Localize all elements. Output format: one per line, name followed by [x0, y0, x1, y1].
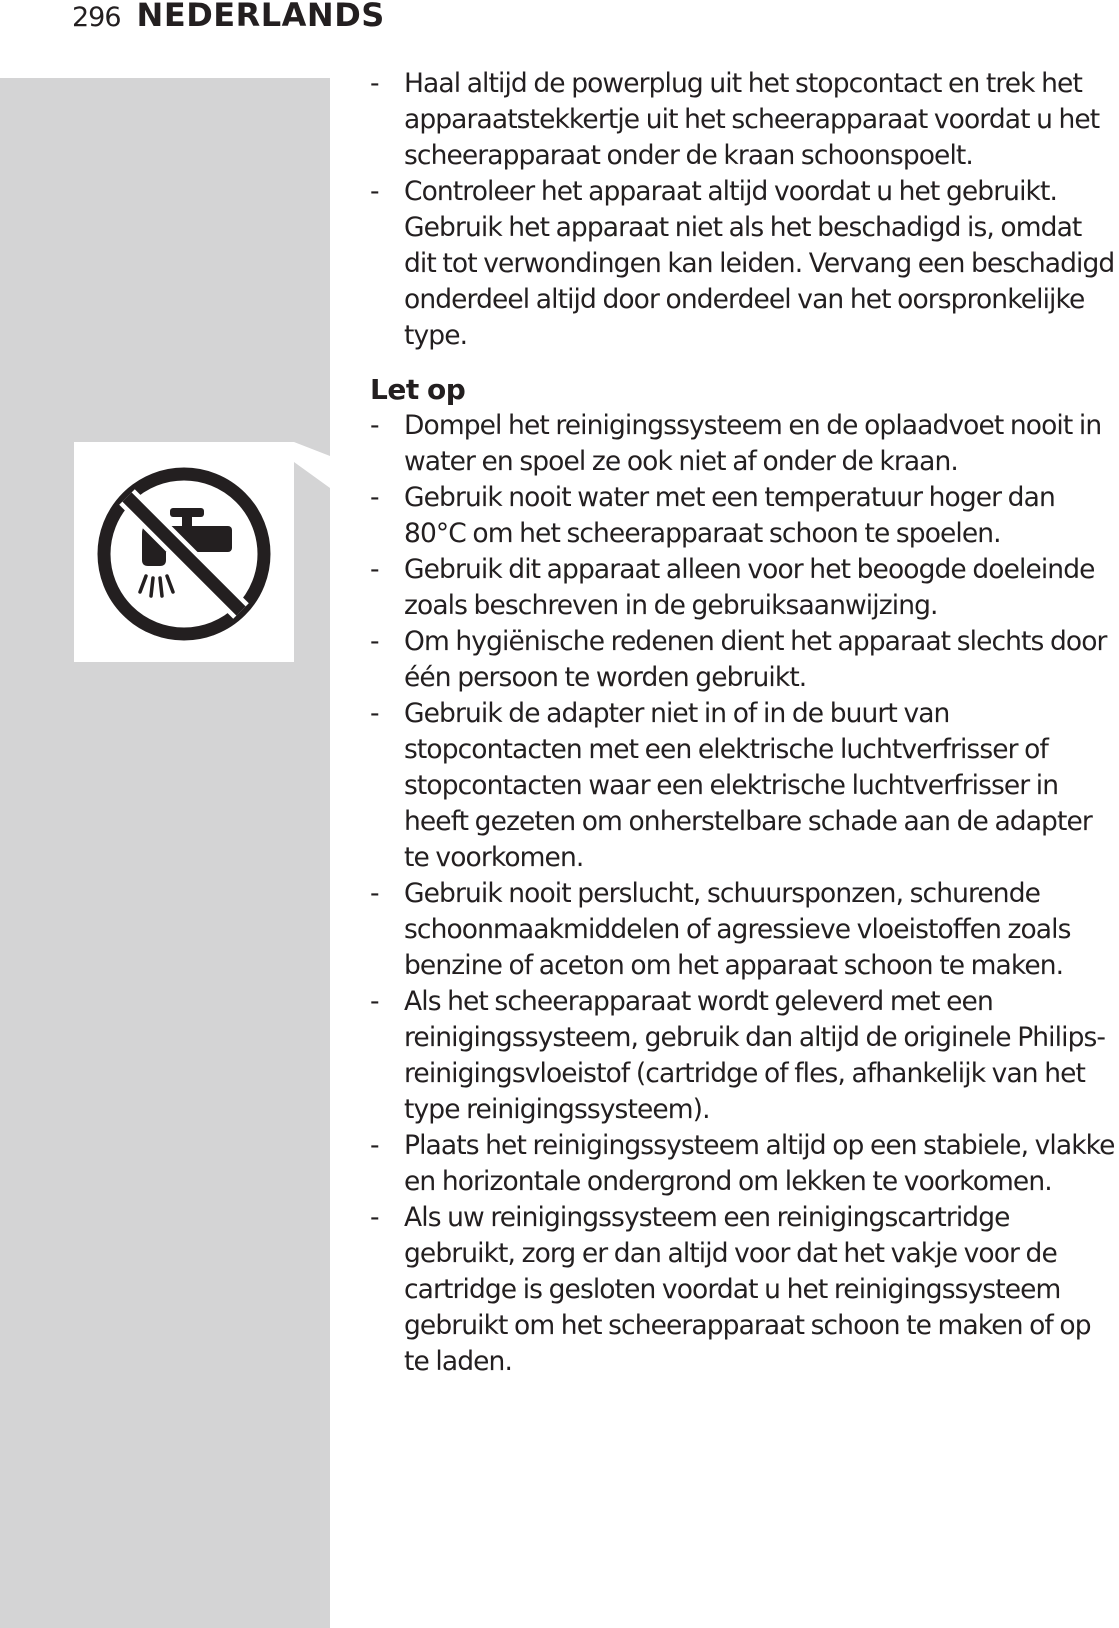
- list-item: - Haal altijd de powerplug uit het stopcontact en trek het apparaatstekkertje uit het scheerapparaat voordat u het scheerapparaat onder de kraan schoonspoelt.: [370, 66, 1116, 174]
- intro-list: [370, 66, 1116, 354]
- list-item: - Controleer het apparaat altijd voordat u het gebruikt. Gebruik het apparaat niet als het beschadigd is, omdat dit tot verwondingen kan leiden. Vervang een beschadigd onderdeel altijd door onderdeel van het oorspronkelijke type.: [370, 174, 1116, 354]
- list-item: - Gebruik nooit perslucht, schuursponzen, schurende schoonmaakmiddelen of agressieve vloeistoffen zoals benzine of aceton om het apparaat schoon te maken.: [370, 876, 1116, 984]
- caution-list: [370, 408, 1116, 1380]
- list-item: - Gebruik dit apparaat alleen voor het beoogde doeleinde zoals beschreven in de gebruiksaanwijzing.: [370, 552, 1116, 624]
- list-item: - Dompel het reinigingssysteem en de oplaadvoet nooit in water en spoel ze ook niet af onder de kraan.: [370, 408, 1116, 480]
- list-item: - Gebruik de adapter niet in of in de buurt van stopcontacten met een elektrische luchtverfrisser of stopcontacten waar een elektrische luchtverfrisser in heeft gezeten om onherstelbare schade aan de adapter te voorkomen.: [370, 696, 1116, 876]
- list-item: - Gebruik nooit water met een temperatuur hoger dan 80°C om het scheerapparaat schoon te spoelen.: [370, 480, 1116, 552]
- page-header: [72, 0, 385, 36]
- list-item: - Om hygiënische redenen dient het apparaat slechts door één persoon te worden gebruikt.: [370, 624, 1116, 696]
- list-item: - Plaats het reinigingssysteem altijd op een stabiele, vlakke en horizontale ondergrond om lekken te voorkomen.: [370, 1128, 1116, 1200]
- section-heading: Let op: [370, 373, 466, 406]
- main-content: [370, 66, 1116, 1380]
- list-item: - Als uw reinigingssysteem een reinigingscartridge gebruikt, zorg er dan altijd voor dat het vakje voor de cartridge is gesloten voordat u het reinigingssysteem gebruikt om het scheerapparaat schoon te maken of op te laden.: [370, 1200, 1116, 1380]
- icon-pointer: [294, 442, 330, 488]
- no-water-tap-icon: [74, 442, 294, 662]
- list-item: - Als het scheerapparaat wordt geleverd met een reinigingssysteem, gebruik dan altijd de originele Philips-reinigingsvloeistof (cartridge of fles, afhankelijk van het type reinigingssysteem).: [370, 984, 1116, 1128]
- page-number: 296: [72, 2, 121, 33]
- icon-box: [74, 442, 294, 662]
- language-title: NEDERLANDS: [136, 0, 385, 34]
- sidebar: [0, 78, 330, 1628]
